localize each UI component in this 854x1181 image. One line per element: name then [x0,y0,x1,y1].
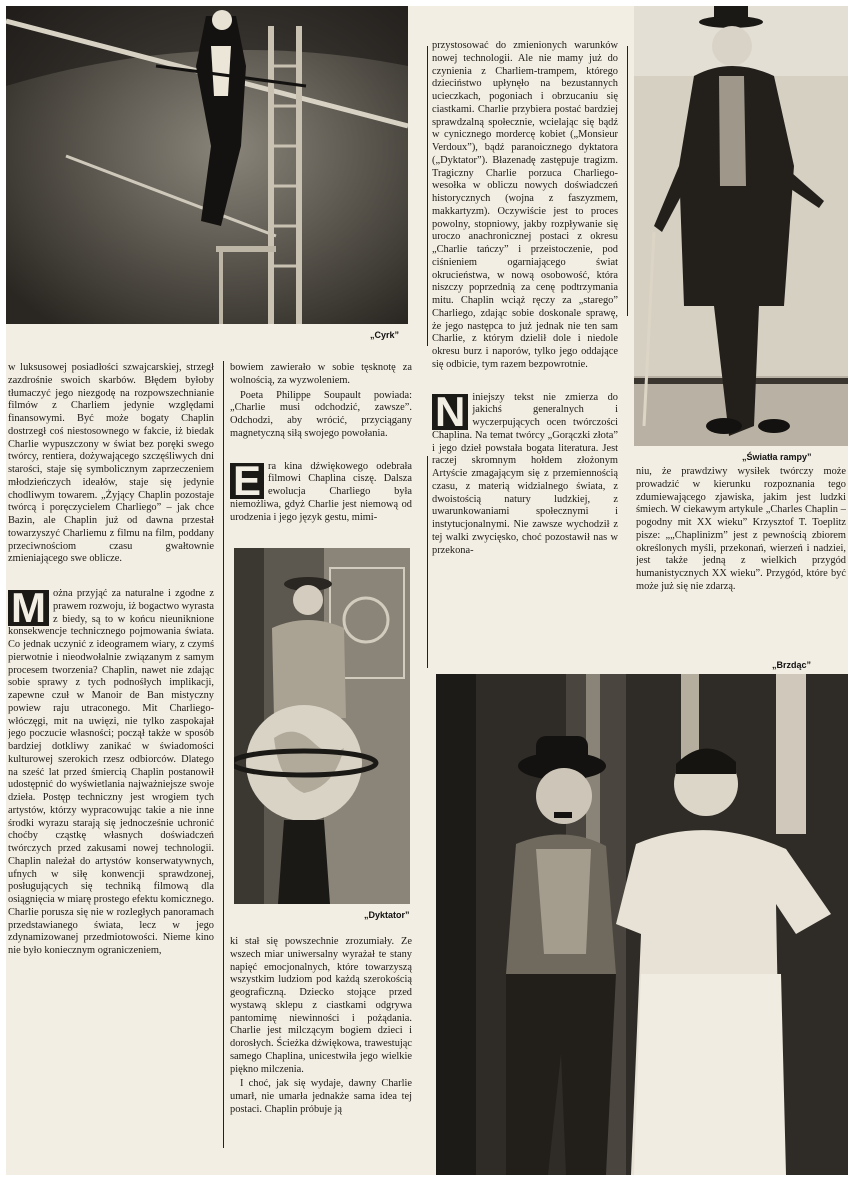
caption-swiatla-rampy: „Światła rampy” [742,452,812,462]
col2-paragraph-5: I choć, jak się wydaje, dawny Charlie umarł, nie umarła jednakże sama idea tej postaci. Chaplin próbuje ją [230,1078,412,1115]
column-rule-3 [223,361,224,1148]
article-column-4 [636,466,846,652]
photo-cyrk [6,6,408,324]
column-rule-2 [427,456,428,668]
col1-paragraph-2-text: ożna przyjąć za naturalne i zgodne z prawem rozwoju, iż bogactwo wyrasta z biedy, są to w końcu nieuniknione konsekwencje technicznego pojmowania świata. Co jednak uczynić z ideogramem wiary, z czymś pierwotnie i nieodwołalnie związanym z samym procesem tworzenia? Chaplin, nawet nie zdając sobie sprawy z tych podnośłych implikacji, zapewne czuł w Manoir de Ban mistyczny powiew raju utraconego. Mit Charliego-włóczęgi, mit na uwięzi, nie tylko zaspokajał jego poczucie własności; począł także w sposób bardziej dotkliwy zanikać w świadomości kulturowej szerokich rzesz odbiorców. Dlatego na sześć lat przed śmiercią Chaplin postanowił udostępnić do wyświetlania najważniejsze swoje dzieła. Postęp techniczny jest wrogiem tych artystów, którzy wypracowując takie a nie inne środki wyrazu starają się jednocześnie uchronić choćby cząstkę własnych doświadczeń twórczych przed zakusami nowej technologii. Chaplin należał do artystów konserwatywnych, ufnych w siłę konwencji sprawdzonej, posługujących się techniką filmową dla osiągnięcia w miarę prostego efektu komicznego. Charlie porusza się nie w rozległych panoramach przedstawianego świata, lecz w jego zdynamizowanej przedmiotowości. Nieme kino nie było koniecznym ograniczeniem, [8,588,214,956]
article-column-2-bottom [230,936,412,1161]
col3-dropcap: N [432,394,468,430]
photo-swiatla-rampy-image [634,6,848,446]
column-rule-1 [427,46,428,346]
col2-paragraph-3 [230,456,412,525]
col4-paragraph-1: niu, że prawdziwy wysiłek twórczy może prowadzić w kierunku rozpoznania tego zdumiewającego zjawiska, jakim jest ludzki śmiech. W ciekawym artykule „Charles Chaplin – pogodny mit XX wieku” Krzysztof T. Toeplitz pisze: „„Chaplinizm” jest z pewnością zbiorem określonych myśli, przekonań, wierzeń i nadziei, jest także jedną z wielkich przygód humanistycznych XX wieku”. Przygód, które być może już się nie zdarzą. [636,466,846,592]
col2-paragraph-4: ki stał się powszechnie zrozumiały. Ze wszech miar uniwersalny wyrażał te stany napięć emocjonalnych, które towarzyszą wszystkim ludziom pod każdą szerokością geograficzną. Dziecko stojące przed wystawą sklepu z ciastkami odgrywa pantomimę niewinności i pożądania. Charlie jest milczącym bogiem dzieci i dorosłych. Ścieżka dźwiękowa, trawestując samego Chaplina, unicestwiła jego wielkie piękno milczenia. [230,936,412,1075]
magazine-page [6,6,848,1175]
article-column-2-top [230,362,412,547]
col3-paragraph-2-text: iniejszy tekst nie zmierza do jakichś generalnych i wyczerpujących ocen twórczości Chaplina. Na temat twórcy „Gorączki złota” i jego dzieł powstała bogata literatura. Jest raczej skromnym hołdem złożonym Artyście zmagającym się z przemiennością czasu, z materią widzialnego świata, z dwoistością natury ludzkiej, z uwarunkowaniami społecznymi i instytucjonalnymi. Nie zawsze wychodził z tej walki zwycięsko, choć pozostawił nas w przekona- [432,391,618,556]
photo-brzdac-image [436,674,848,1175]
col1-dropcap: M [8,590,49,626]
column-rule-4 [627,46,628,316]
col2-paragraph-1: bowiem zawierało w sobie tęsknotę za wolnością, za wyzwoleniem. [230,362,412,386]
col1-paragraph-2 [8,584,214,958]
caption-brzdac: „Brzdąc” [772,660,812,670]
caption-cyrk: „Cyrk” [370,330,400,340]
col1-paragraph-1: w luksusowej posiadłości szwajcarskiej, strzegł zazdrośnie swoich skarbów. Błędem byłoby tłumaczyć jego niezgodę na rozpowszechnianie filmów z Charliem jedynie względami finansowymi. Być może bogaty Chaplin dostrzegł coś niestosownego w fakcie, iż biedak Charlie wypuszczony w świat bez poręki swego twórcy, rentiera, dożywającego szczęśliwych dni starości, staje się symbolicznym zaprzeczeniem młodzieńczych ideałów, staje się jedynie chodliwym towarem. „Żyjący Chaplin pozostaje twórcą i poręczycielem Charliego” – jak chce Bazin, ale Chaplin już od dawna przestał towarzyszyć Charliemu z filmu na film, poddany przeciwnościom czasu gwałtownie zmieniającego swe oblicze. [8,362,214,565]
col2-dropcap: E [230,463,264,499]
photo-cyrk-image [6,6,408,324]
col2-paragraph-3-text: ra kina dźwiękowego odebrała filmowi Chaplina ciszę. Dalsza ewolucja Charliego była niemożliwa, gdyż Charlie jest niemową od urodzenia i jego język gestu, mimi- [230,460,412,523]
col3-paragraph-2 [432,387,618,558]
caption-dyktator: „Dyktator” [364,910,410,920]
photo-dyktator [234,548,410,904]
photo-dyktator-image [234,548,410,904]
col3-paragraph-1: przystosować do zmienionych warunków nowej technologii. Ale nie mamy już do czynienia z Charliem-trampem, którego dzieciństwo upłynęło na bezustannych ucieczkach, pogoniach i obrzucaniu się ciastkami. Charlie przybiera postać bardziej sprawdzalną społecznie, wcielając się bądź w cynicznego mordercę kobiet („Monsieur Verdoux”), bądź paranoicznego dyktatora („Dyktator”). Błazenadę zastępuje tragizm. Tragiczny Charlie porzuca Charliego-wesołka w obliczu nowych doświadczeń historycznych (wojna z faszyzmem, makkartyzm). Oczywiście jest to proces powolny, stopniowy, jakby rozpływanie się uroczo anachronicznej postaci z okresu „Charlie tańczy” i przeistoczenie, pod ciśnieniem ogarniającego świat okrucieństwa, w nową osobowość, która niszczy poprzednią za cenę podtrzymania mitu. Chaplin wciąż ręczy za „starego” Charliego, zdając sobie doskonale sprawę, że jego następca to już jednak nie ten sam Charlie, z którym dzielił dole i niedole okresu burz i naporów, tylko jego oddające się odbicie, tym razem bezpowrotnie. [432,40,618,370]
photo-swiatla-rampy [634,6,848,446]
article-column-3 [432,40,618,668]
col2-paragraph-2: Poeta Philippe Soupault powiada: „Charlie musi odchodzić, zawsze”. Odchodzi, aby wrócić, przyciągany magnetyczną siłą swojego powołania. [230,389,412,439]
photo-brzdac [436,674,848,1175]
article-column-1 [8,362,214,1152]
